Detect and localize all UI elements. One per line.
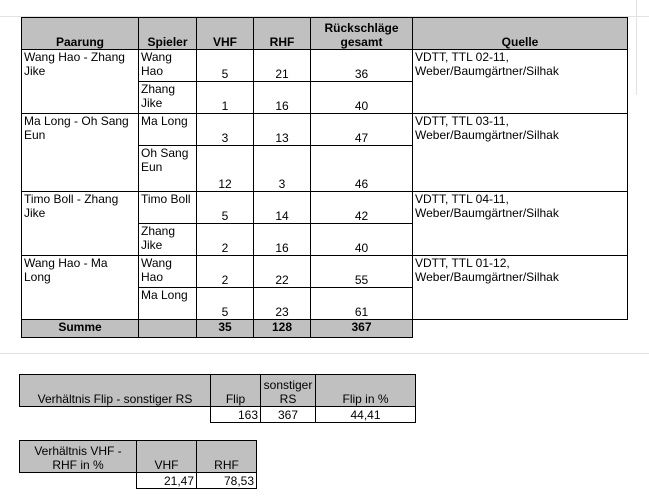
flip-table-title: Verhältnis Flip - sonstiger RS <box>20 375 211 407</box>
spieler-cell: Oh Sang Eun <box>139 146 197 192</box>
header-row <box>20 375 416 407</box>
table-row <box>20 473 257 489</box>
spieler-cell: Wang Hao <box>139 256 197 288</box>
rhf-cell: 16 <box>254 224 311 256</box>
vhf-cell: 5 <box>197 50 254 82</box>
spieler-cell: Timo Boll <box>139 192 197 224</box>
vhf-rhf-ratio-table <box>19 440 257 489</box>
table-row <box>22 114 628 146</box>
spieler-cell: Ma Long <box>139 288 197 320</box>
col-header-rhf: RHF <box>197 441 257 473</box>
table-row <box>22 50 628 82</box>
gesamt-cell: 47 <box>311 114 413 146</box>
col-header-paarung: Paarung <box>22 18 139 50</box>
gridline <box>636 0 637 95</box>
vhf-cell: 2 <box>197 224 254 256</box>
table-row <box>22 256 628 288</box>
col-header-vhf: VHF <box>137 441 197 473</box>
blank-cell <box>20 473 137 489</box>
quelle-cell: VDTT, TTL 03-11, Weber/Baumgärtner/Silhak <box>413 114 628 192</box>
paarung-cell: Wang Hao - Ma Long <box>22 256 139 320</box>
vhf-percent-value: 21,47 <box>137 473 197 489</box>
flip-value: 163 <box>211 407 261 423</box>
quelle-cell: VDTT, TTL 01-12, Weber/Baumgärtner/Silhak <box>413 256 628 320</box>
gesamt-cell: 55 <box>311 256 413 288</box>
rhf-cell: 13 <box>254 114 311 146</box>
vhf-cell: 12 <box>197 146 254 192</box>
flip-percent-value: 44,41 <box>316 407 416 423</box>
summe-vhf: 35 <box>197 320 254 338</box>
col-header-flip: Flip <box>211 375 261 407</box>
vhf-cell: 2 <box>197 256 254 288</box>
col-header-vhf: VHF <box>197 18 254 50</box>
summe-blank <box>413 320 628 338</box>
summe-gesamt: 367 <box>311 320 413 338</box>
col-header-rhf: RHF <box>254 18 311 50</box>
rhf-cell: 3 <box>254 146 311 192</box>
summe-empty <box>139 320 197 338</box>
header-row <box>22 18 628 50</box>
rhf-cell: 22 <box>254 256 311 288</box>
rhf-cell: 14 <box>254 192 311 224</box>
vhf-cell: 1 <box>197 82 254 114</box>
summe-label: Summe <box>22 320 139 338</box>
rhf-percent-value: 78,53 <box>197 473 257 489</box>
sonstiger-rs-value: 367 <box>261 407 316 423</box>
col-header-gesamt: Rückschläge gesamt <box>311 18 413 50</box>
header-row <box>20 441 257 473</box>
table-row <box>22 192 628 224</box>
col-header-quelle: Quelle <box>413 18 628 50</box>
gesamt-cell: 40 <box>311 82 413 114</box>
rhf-cell: 16 <box>254 82 311 114</box>
blank-cell <box>20 407 211 423</box>
gesamt-cell: 46 <box>311 146 413 192</box>
quelle-cell: VDTT, TTL 02-11, Weber/Baumgärtner/Silhak <box>413 50 628 114</box>
quelle-cell: VDTT, TTL 04-11, Weber/Baumgärtner/Silhak <box>413 192 628 256</box>
flip-ratio-table <box>19 374 416 423</box>
gridline <box>0 353 649 354</box>
gesamt-cell: 42 <box>311 192 413 224</box>
spieler-cell: Wang Hao <box>139 50 197 82</box>
vhf-cell: 5 <box>197 192 254 224</box>
paarung-cell: Ma Long - Oh Sang Eun <box>22 114 139 192</box>
spieler-cell: Ma Long <box>139 114 197 146</box>
rhf-cell: 21 <box>254 50 311 82</box>
summe-row <box>22 320 628 338</box>
col-header-spieler: Spieler <box>139 18 197 50</box>
spieler-cell: Zhang Jike <box>139 224 197 256</box>
gesamt-cell: 36 <box>311 50 413 82</box>
summe-rhf: 128 <box>254 320 311 338</box>
col-header-sonstiger-rs: sonstiger RS <box>261 375 316 407</box>
main-table <box>21 17 628 338</box>
rhf-cell: 23 <box>254 288 311 320</box>
gesamt-cell: 40 <box>311 224 413 256</box>
table-row <box>20 407 416 423</box>
gesamt-cell: 61 <box>311 288 413 320</box>
spieler-cell: Zhang Jike <box>139 82 197 114</box>
vhf-cell: 5 <box>197 288 254 320</box>
paarung-cell: Timo Boll - Zhang Jike <box>22 192 139 256</box>
vhf-table-title: Verhältnis VHF - RHF in % <box>20 441 137 473</box>
paarung-cell: Wang Hao - Zhang Jike <box>22 50 139 114</box>
vhf-cell: 3 <box>197 114 254 146</box>
col-header-flip-percent: Flip in % <box>316 375 416 407</box>
